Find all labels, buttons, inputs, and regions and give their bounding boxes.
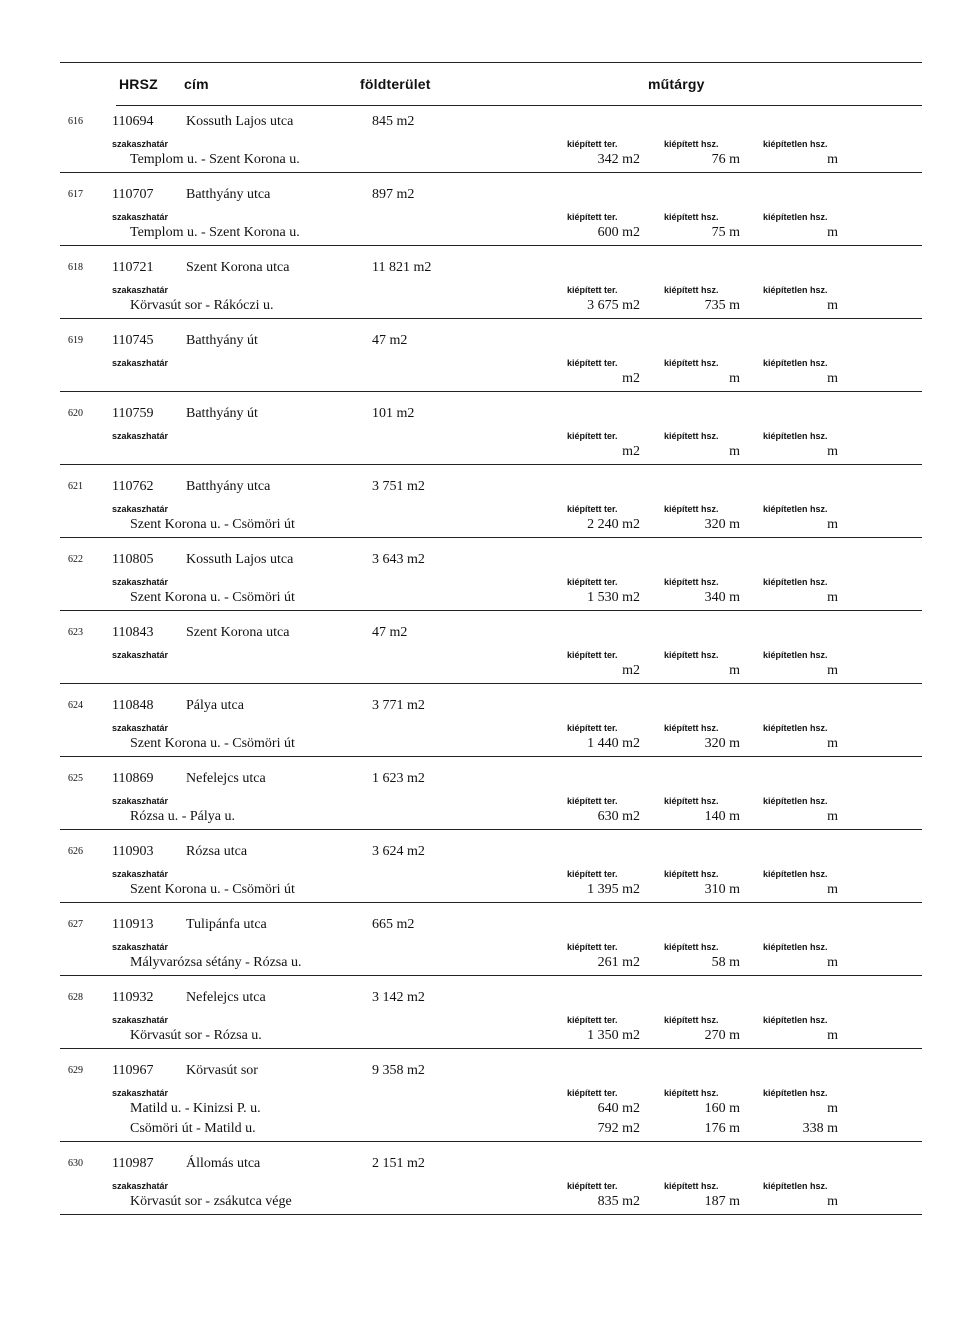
segment-kiepitett-ter: m2	[622, 371, 640, 386]
segment-kiepitetlen-hsz: m	[827, 1028, 838, 1043]
segment-kiepitetlen-hsz: m	[827, 371, 838, 386]
segment-kiepitetlen-hsz: m	[827, 298, 838, 313]
segment-kiepitett-hsz: 735 m	[704, 298, 740, 313]
segment-kiepitetlen-hsz: m	[827, 517, 838, 532]
entry-area: 665 m2	[372, 917, 415, 932]
segment-kiepitetlen-hsz: m	[827, 1194, 838, 1209]
segment-kiepitett-hsz: 187 m	[704, 1194, 740, 1209]
entry-hrsz: 110869	[112, 771, 154, 786]
row-divider	[60, 902, 922, 903]
col-label-kiepitett-ter: kiépített ter.	[567, 285, 618, 295]
entry-area: 1 623 m2	[372, 771, 425, 786]
segment-kiepitett-ter: 600 m2	[597, 225, 640, 240]
entry-szakaszhatar: szakaszhatár	[112, 285, 169, 295]
col-label-kiepitett-hsz: kiépített hsz.	[664, 139, 719, 149]
entry-hrsz: 110987	[112, 1156, 154, 1171]
col-label-kiepitetlen-hsz: kiépítetlen hsz.	[763, 1181, 828, 1191]
entry-number: 617	[68, 189, 83, 200]
row-divider	[60, 1141, 922, 1142]
segment-kiepitett-ter: 1 530 m2	[587, 590, 640, 605]
entry-szakaszhatar: szakaszhatár	[112, 1181, 169, 1191]
entry-area: 845 m2	[372, 114, 415, 129]
header-cim: cím	[184, 76, 209, 92]
col-label-kiepitetlen-hsz: kiépítetlen hsz.	[763, 431, 828, 441]
col-label-kiepitett-hsz: kiépített hsz.	[664, 723, 719, 733]
col-label-kiepitetlen-hsz: kiépítetlen hsz.	[763, 358, 828, 368]
segment-route: Csömöri út - Matild u.	[130, 1121, 256, 1136]
segment-route: Templom u. - Szent Korona u.	[130, 152, 300, 167]
entry-hrsz: 110762	[112, 479, 154, 494]
segment-route: Szent Korona u. - Csömöri út	[130, 590, 295, 605]
col-label-kiepitett-hsz: kiépített hsz.	[664, 431, 719, 441]
entry-area: 3 142 m2	[372, 990, 425, 1005]
entry-hrsz: 110932	[112, 990, 154, 1005]
entry-number: 624	[68, 700, 83, 711]
segment-kiepitett-hsz: 310 m	[704, 882, 740, 897]
entry-street: Batthyány utca	[186, 187, 271, 202]
col-label-kiepitett-ter: kiépített ter.	[567, 577, 618, 587]
entry-area: 3 751 m2	[372, 479, 425, 494]
segment-kiepitett-hsz: m	[729, 663, 740, 678]
entry-szakaszhatar: szakaszhatár	[112, 1015, 169, 1025]
segment-kiepitetlen-hsz: m	[827, 663, 838, 678]
segment-route: Körvasút sor - zsákutca vége	[130, 1194, 292, 1209]
entry-street: Kossuth Lajos utca	[186, 552, 294, 567]
entry-hrsz: 110707	[112, 187, 154, 202]
segment-route: Rózsa u. - Pálya u.	[130, 809, 235, 824]
entry-street: Batthyány út	[186, 333, 258, 348]
entry-street: Szent Korona utca	[186, 625, 290, 640]
row-divider	[60, 975, 922, 976]
entry-hrsz: 110843	[112, 625, 154, 640]
col-label-kiepitetlen-hsz: kiépítetlen hsz.	[763, 723, 828, 733]
col-label-kiepitett-hsz: kiépített hsz.	[664, 212, 719, 222]
entry-number: 621	[68, 481, 83, 492]
entry-number: 623	[68, 627, 83, 638]
col-label-kiepitetlen-hsz: kiépítetlen hsz.	[763, 869, 828, 879]
segment-kiepitetlen-hsz: m	[827, 1101, 838, 1116]
entry-number: 620	[68, 408, 83, 419]
entry-szakaszhatar: szakaszhatár	[112, 796, 169, 806]
entry-hrsz: 110913	[112, 917, 154, 932]
col-label-kiepitett-hsz: kiépített hsz.	[664, 1088, 719, 1098]
header-mutargy: műtárgy	[648, 76, 705, 92]
segment-route: Matild u. - Kinizsi P. u.	[130, 1101, 261, 1116]
entry-street: Nefelejcs utca	[186, 771, 266, 786]
entry-area: 897 m2	[372, 187, 415, 202]
segment-kiepitett-ter: 792 m2	[597, 1121, 640, 1136]
segment-kiepitett-ter: 630 m2	[597, 809, 640, 824]
row-divider	[60, 318, 922, 319]
segment-kiepitetlen-hsz: m	[827, 590, 838, 605]
segment-route: Szent Korona u. - Csömöri út	[130, 736, 295, 751]
segment-kiepitett-ter: m2	[622, 444, 640, 459]
entry-street: Rózsa utca	[186, 844, 248, 859]
row-divider	[60, 756, 922, 757]
entry-area: 9 358 m2	[372, 1063, 425, 1078]
entry-area: 3 771 m2	[372, 698, 425, 713]
row-divider	[60, 683, 922, 684]
segment-kiepitett-hsz: 160 m	[704, 1101, 740, 1116]
segment-kiepitetlen-hsz: m	[827, 809, 838, 824]
segment-route: Szent Korona u. - Csömöri út	[130, 517, 295, 532]
entry-hrsz: 110805	[112, 552, 154, 567]
table-header	[60, 62, 922, 113]
segment-kiepitett-hsz: 320 m	[704, 517, 740, 532]
segment-kiepitett-hsz: 340 m	[704, 590, 740, 605]
col-label-kiepitett-ter: kiépített ter.	[567, 796, 618, 806]
entry-area: 2 151 m2	[372, 1156, 425, 1171]
entry-area: 11 821 m2	[372, 260, 432, 275]
segment-kiepitett-ter: 261 m2	[597, 955, 640, 970]
segment-kiepitett-ter: 1 395 m2	[587, 882, 640, 897]
entry-number: 630	[68, 1158, 83, 1169]
col-label-kiepitett-ter: kiépített ter.	[567, 1015, 618, 1025]
entry-szakaszhatar: szakaszhatár	[112, 650, 169, 660]
entry-street: Szent Korona utca	[186, 260, 290, 275]
col-label-kiepitett-hsz: kiépített hsz.	[664, 796, 719, 806]
row-divider	[60, 464, 922, 465]
col-label-kiepitett-hsz: kiépített hsz.	[664, 1015, 719, 1025]
entry-szakaszhatar: szakaszhatár	[112, 212, 169, 222]
segment-route: Körvasút sor - Rózsa u.	[130, 1028, 262, 1043]
segment-kiepitett-hsz: 140 m	[704, 809, 740, 824]
segment-kiepitett-hsz: m	[729, 371, 740, 386]
segment-kiepitett-hsz: m	[729, 444, 740, 459]
col-label-kiepitett-ter: kiépített ter.	[567, 139, 618, 149]
segment-kiepitett-hsz: 75 m	[711, 225, 740, 240]
col-label-kiepitetlen-hsz: kiépítetlen hsz.	[763, 942, 828, 952]
segment-kiepitett-ter: m2	[622, 663, 640, 678]
row-divider	[60, 829, 922, 830]
entry-street: Batthyány út	[186, 406, 258, 421]
segment-route: Körvasút sor - Rákóczi u.	[130, 298, 274, 313]
segment-kiepitett-hsz: 270 m	[704, 1028, 740, 1043]
row-divider	[60, 172, 922, 173]
entry-szakaszhatar: szakaszhatár	[112, 504, 169, 514]
segment-kiepitetlen-hsz: m	[827, 736, 838, 751]
col-label-kiepitett-ter: kiépített ter.	[567, 1088, 618, 1098]
entry-number: 616	[68, 116, 83, 127]
segment-kiepitett-ter: 2 240 m2	[587, 517, 640, 532]
col-label-kiepitett-hsz: kiépített hsz.	[664, 504, 719, 514]
col-label-kiepitett-ter: kiépített ter.	[567, 650, 618, 660]
segment-kiepitetlen-hsz: m	[827, 955, 838, 970]
entry-szakaszhatar: szakaszhatár	[112, 869, 169, 879]
segment-kiepitett-ter: 3 675 m2	[587, 298, 640, 313]
col-label-kiepitett-hsz: kiépített hsz.	[664, 358, 719, 368]
col-label-kiepitett-ter: kiépített ter.	[567, 942, 618, 952]
header-area: földterület	[360, 76, 431, 92]
col-label-kiepitett-ter: kiépített ter.	[567, 504, 618, 514]
col-label-kiepitetlen-hsz: kiépítetlen hsz.	[763, 650, 828, 660]
entry-area: 47 m2	[372, 625, 408, 640]
col-label-kiepitett-hsz: kiépített hsz.	[664, 650, 719, 660]
segment-kiepitett-ter: 342 m2	[597, 152, 640, 167]
entry-number: 622	[68, 554, 83, 565]
entry-szakaszhatar: szakaszhatár	[112, 723, 169, 733]
entry-area: 47 m2	[372, 333, 408, 348]
col-label-kiepitett-ter: kiépített ter.	[567, 431, 618, 441]
entry-number: 629	[68, 1065, 83, 1076]
entry-area: 3 624 m2	[372, 844, 425, 859]
entry-area: 3 643 m2	[372, 552, 425, 567]
col-label-kiepitett-hsz: kiépített hsz.	[664, 1181, 719, 1191]
segment-kiepitett-ter: 640 m2	[597, 1101, 640, 1116]
entry-hrsz: 110967	[112, 1063, 154, 1078]
entry-hrsz: 110745	[112, 333, 154, 348]
col-label-kiepitetlen-hsz: kiépítetlen hsz.	[763, 796, 828, 806]
entry-street: Körvasút sor	[186, 1063, 258, 1078]
entry-area: 101 m2	[372, 406, 415, 421]
col-label-kiepitett-ter: kiépített ter.	[567, 723, 618, 733]
col-label-kiepitett-hsz: kiépített hsz.	[664, 285, 719, 295]
entry-hrsz: 110721	[112, 260, 154, 275]
col-label-kiepitett-ter: kiépített ter.	[567, 358, 618, 368]
segment-route: Szent Korona u. - Csömöri út	[130, 882, 295, 897]
entry-number: 626	[68, 846, 83, 857]
entry-szakaszhatar: szakaszhatár	[112, 431, 169, 441]
entry-szakaszhatar: szakaszhatár	[112, 1088, 169, 1098]
entry-number: 618	[68, 262, 83, 273]
col-label-kiepitett-ter: kiépített ter.	[567, 212, 618, 222]
entry-szakaszhatar: szakaszhatár	[112, 942, 169, 952]
segment-kiepitetlen-hsz: m	[827, 152, 838, 167]
col-label-kiepitett-hsz: kiépített hsz.	[664, 942, 719, 952]
segment-kiepitett-ter: 1 350 m2	[587, 1028, 640, 1043]
col-label-kiepitett-hsz: kiépített hsz.	[664, 869, 719, 879]
segment-kiepitett-ter: 1 440 m2	[587, 736, 640, 751]
col-label-kiepitett-ter: kiépített ter.	[567, 869, 618, 879]
entry-street: Tulipánfa utca	[186, 917, 267, 932]
col-label-kiepitett-hsz: kiépített hsz.	[664, 577, 719, 587]
entry-number: 619	[68, 335, 83, 346]
entry-number: 627	[68, 919, 83, 930]
row-divider	[60, 391, 922, 392]
segment-kiepitetlen-hsz: m	[827, 882, 838, 897]
col-label-kiepitett-ter: kiépített ter.	[567, 1181, 618, 1191]
row-divider	[60, 537, 922, 538]
entry-number: 628	[68, 992, 83, 1003]
col-label-kiepitetlen-hsz: kiépítetlen hsz.	[763, 1088, 828, 1098]
entry-street: Kossuth Lajos utca	[186, 114, 294, 129]
col-label-kiepitetlen-hsz: kiépítetlen hsz.	[763, 139, 828, 149]
segment-kiepitetlen-hsz: m	[827, 444, 838, 459]
segment-kiepitett-hsz: 58 m	[711, 955, 740, 970]
col-label-kiepitetlen-hsz: kiépítetlen hsz.	[763, 212, 828, 222]
entry-hrsz: 110694	[112, 114, 154, 129]
entry-szakaszhatar: szakaszhatár	[112, 358, 169, 368]
segment-kiepitetlen-hsz: 338 m	[802, 1121, 838, 1136]
entry-szakaszhatar: szakaszhatár	[112, 139, 169, 149]
entry-hrsz: 110759	[112, 406, 154, 421]
segment-kiepitett-hsz: 320 m	[704, 736, 740, 751]
segment-kiepitett-hsz: 176 m	[704, 1121, 740, 1136]
row-divider	[60, 1214, 922, 1215]
col-label-kiepitetlen-hsz: kiépítetlen hsz.	[763, 504, 828, 514]
col-label-kiepitetlen-hsz: kiépítetlen hsz.	[763, 1015, 828, 1025]
segment-kiepitett-hsz: 76 m	[711, 152, 740, 167]
segment-route: Mályvarózsa sétány - Rózsa u.	[130, 955, 302, 970]
row-divider	[60, 610, 922, 611]
col-label-kiepitetlen-hsz: kiépítetlen hsz.	[763, 577, 828, 587]
segment-kiepitett-ter: 835 m2	[597, 1194, 640, 1209]
entry-street: Nefelejcs utca	[186, 990, 266, 1005]
entry-street: Pálya utca	[186, 698, 244, 713]
entry-street: Batthyány utca	[186, 479, 271, 494]
entry-number: 625	[68, 773, 83, 784]
entry-street: Állomás utca	[186, 1156, 261, 1171]
col-label-kiepitetlen-hsz: kiépítetlen hsz.	[763, 285, 828, 295]
header-hrsz: HRSZ	[119, 76, 158, 92]
row-divider	[60, 1048, 922, 1049]
segment-route: Templom u. - Szent Korona u.	[130, 225, 300, 240]
entry-hrsz: 110903	[112, 844, 154, 859]
entry-hrsz: 110848	[112, 698, 154, 713]
row-divider	[60, 245, 922, 246]
entry-szakaszhatar: szakaszhatár	[112, 577, 169, 587]
segment-kiepitetlen-hsz: m	[827, 225, 838, 240]
header-rule	[116, 105, 922, 106]
